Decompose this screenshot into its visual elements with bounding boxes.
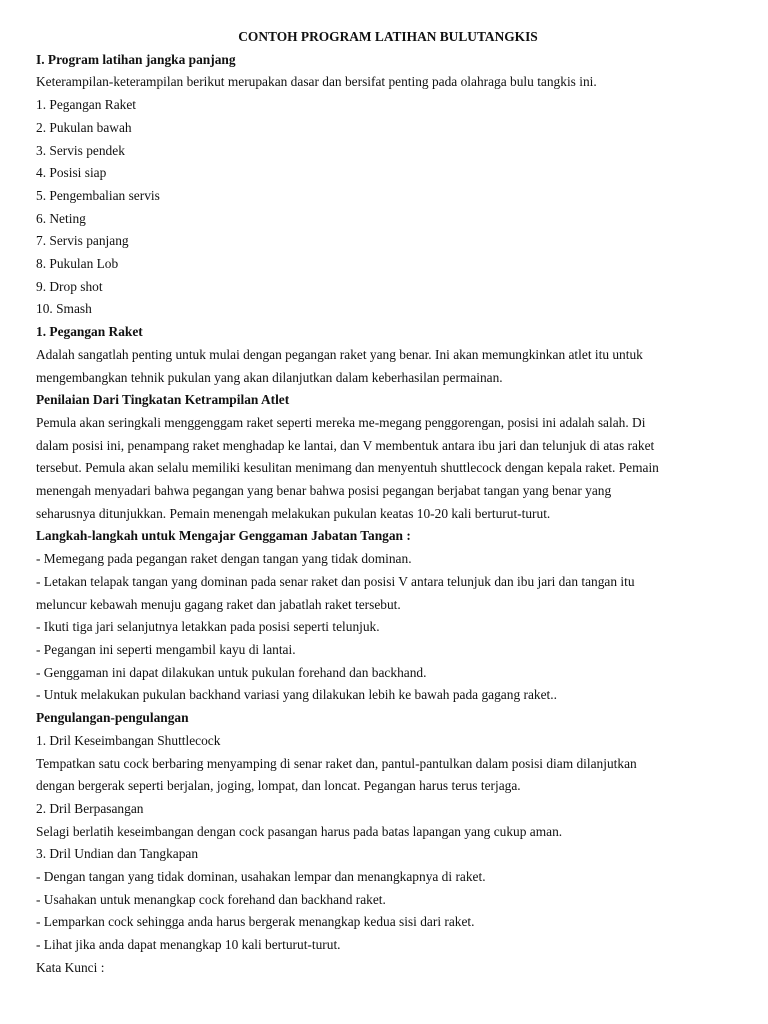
list-item: 10. Smash	[36, 301, 92, 317]
list-item: 4. Posisi siap	[36, 165, 107, 181]
section-heading: I. Program latihan jangka panjang	[36, 51, 236, 67]
skills-list	[36, 94, 740, 321]
document-page	[36, 26, 740, 980]
list-item: - Genggaman ini dapat dilakukan untuk pukulan forehand dan backhand.	[36, 664, 427, 680]
steps-list	[36, 548, 740, 707]
document-title: CONTOH PROGRAM LATIHAN BULUTANGKIS	[238, 29, 538, 44]
drill-description: Selagi berlatih keseimbangan dengan cock pasangan harus pada batas lapangan yang cukup aman.	[36, 823, 563, 839]
list-item: - Pegangan ini seperti mengambil kayu di lantai.	[36, 641, 296, 657]
list-item: 2. Pukulan bawah	[36, 119, 132, 135]
list-item: 6. Neting	[36, 210, 86, 226]
drill-title: 1. Dril Keseimbangan Shuttlecock	[36, 732, 221, 748]
list-item: 1. Pegangan Raket	[36, 97, 137, 113]
paragraph-line: Tempatkan satu cock berbaring menyamping di senar raket dan, pantul-pantulkan dalam posisi diam dilanjutkan	[36, 755, 637, 771]
grip-paragraph	[36, 344, 740, 389]
paragraph-line: dengan bergerak seperti berjalan, joging, lompat, dan loncat. Pegangan harus terus terjaga.	[36, 778, 521, 794]
list-item: - Letakan telapak tangan yang dominan pada senar raket dan posisi V antara telunjuk dan ibu jari dan tangan itu	[36, 573, 635, 589]
list-item: - Lemparkan cock sehingga anda harus bergerak menangkap kedua sisi dari raket.	[36, 914, 475, 930]
list-item: - Untuk melakukan pukulan backhand variasi yang dilakukan lebih ke bawah pada gagang raket..	[36, 687, 557, 703]
list-item: 3. Servis pendek	[36, 142, 125, 158]
list-item: - Usahakan untuk menangkap cock forehand dan backhand raket.	[36, 891, 386, 907]
list-item: 8. Pukulan Lob	[36, 256, 119, 272]
assessment-paragraph	[36, 412, 740, 526]
assessment-heading: Penilaian Dari Tingkatan Ketrampilan Atlet	[36, 392, 290, 408]
drill-title: 2. Dril Berpasangan	[36, 800, 144, 816]
steps-heading: Langkah-langkah untuk Mengajar Genggaman Jabatan Tangan :	[36, 528, 411, 544]
list-item: meluncur kebawah menuju gagang raket dan jabatlah raket tersebut.	[36, 596, 401, 612]
list-item: 5. Pengembalian servis	[36, 187, 160, 203]
repetition-heading: Pengulangan-pengulangan	[36, 710, 189, 726]
paragraph-line: Pemula akan seringkali menggenggam raket seperti mereka me-megang penggorengan, posisi ini adalah salah. Di	[36, 414, 646, 430]
intro-paragraph: Keterampilan-keterampilan berikut merupakan dasar dan bersifat penting pada olahraga bulu tangkis ini.	[36, 74, 597, 90]
list-item: 9. Drop shot	[36, 278, 103, 294]
paragraph-line: tersebut. Pemula akan selalu memiliki kesulitan menimang dan menyentuh shuttlecock dengan kepala raket. Pemain	[36, 460, 659, 476]
drill-steps	[36, 866, 740, 957]
drill-title: 3. Dril Undian dan Tangkapan	[36, 846, 199, 862]
list-item: - Lihat jika anda dapat menangkap 10 kali berturut-turut.	[36, 937, 341, 953]
paragraph-line: menengah menyadari bahwa pegangan yang benar bahwa posisi pegangan berjabat tangan yang benar yang	[36, 483, 612, 499]
paragraph-line: dalam posisi ini, penampang raket menghadap ke lantai, dan V membentuk antara ibu jari dan telunjuk di atas raket	[36, 437, 655, 453]
paragraph-line: mengembangkan tehnik pukulan yang akan dilanjutkan dalam keberhasilan permainan.	[36, 369, 503, 385]
paragraph-line: seharusnya ditunjukkan. Pemain menengah melakukan pukulan keatas 10-20 kali berturut-turut.	[36, 505, 551, 521]
keywords-label: Kata Kunci :	[36, 959, 105, 975]
list-item: 7. Servis panjang	[36, 233, 129, 249]
grip-heading: 1. Pegangan Raket	[36, 324, 143, 340]
list-item: - Dengan tangan yang tidak dominan, usahakan lempar dan menangkapnya di raket.	[36, 869, 486, 885]
list-item: - Memegang pada pegangan raket dengan tangan yang tidak dominan.	[36, 551, 412, 567]
paragraph-line: Adalah sangatlah penting untuk mulai dengan pegangan raket yang benar. Ini akan memungkinkan atlet itu untuk	[36, 346, 643, 362]
list-item: - Ikuti tiga jari selanjutnya letakkan pada posisi seperti telunjuk.	[36, 619, 380, 635]
drill-description	[36, 753, 740, 798]
